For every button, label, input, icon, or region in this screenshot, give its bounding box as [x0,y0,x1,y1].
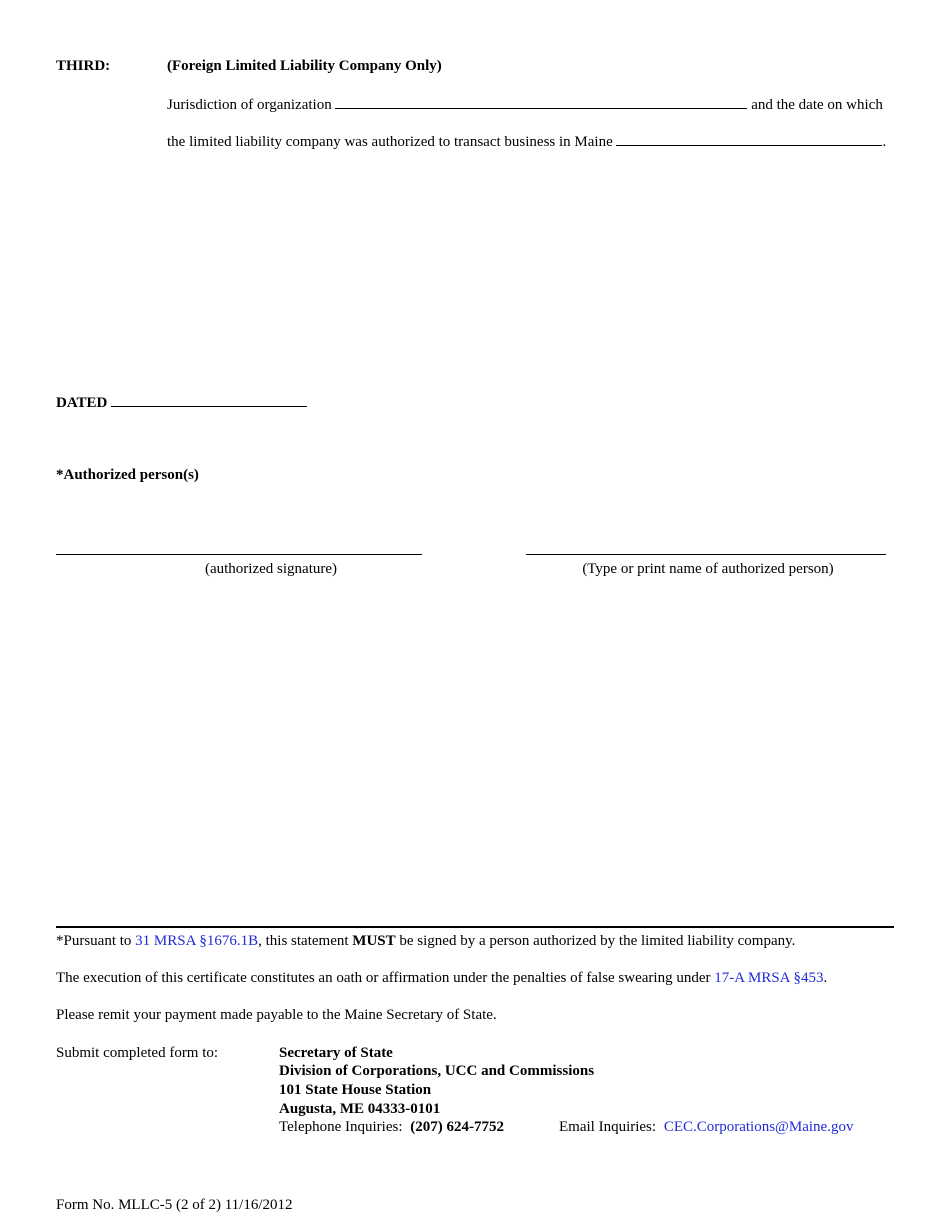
telephone-number: (207) 624-7752 [410,1119,504,1135]
remit-note: Please remit your payment made payable to the Maine Secretary of State. [56,1007,497,1023]
pursuant-suffix: be signed by a person authorized by the limited liability company. [395,933,796,949]
email-link[interactable]: CEC.Corporations@Maine.gov [663,1119,854,1135]
address-line-2: Division of Corporations, UCC and Commissions [279,1063,595,1079]
telephone-label: Telephone Inquiries: [279,1119,403,1135]
third-label: THIRD: [56,58,111,74]
telephone-inquiries [279,1119,504,1136]
pursuant-mid: , this statement [258,933,353,949]
printed-name-caption: (Type or print name of authorized person) [582,561,834,577]
printed-name-line[interactable] [526,554,886,555]
section-divider [56,926,894,928]
pursuant-note [56,933,795,950]
form-number: Form No. MLLC-5 (2 of 2) 11/16/2012 [56,1197,293,1213]
signature-line[interactable] [56,554,422,555]
jurisdiction-blank[interactable] [335,95,747,109]
dated-line [56,393,307,412]
pursuant-prefix: *Pursuant to [56,933,136,949]
dated-label: DATED [56,395,108,411]
address-line-3: 101 State House Station [279,1082,432,1098]
oath-note [56,970,827,987]
jurisdiction-line [167,95,883,114]
jurisdiction-suffix: and the date on which [751,97,883,113]
authorized-date-blank[interactable] [616,132,882,146]
must-emphasis: MUST [352,933,396,949]
statute-link-17a-mrsa[interactable]: 17-A MRSA §453 [714,970,824,986]
email-inquiries [559,1119,853,1136]
authorized-persons-heading: *Authorized person(s) [56,467,199,483]
third-heading: (Foreign Limited Liability Company Only) [167,58,442,74]
oath-suffix: . [823,970,828,986]
signature-caption: (authorized signature) [204,561,338,577]
jurisdiction-label: Jurisdiction of organization [167,97,332,113]
dated-blank[interactable] [111,393,307,407]
authorized-date-period: . [882,134,887,150]
statute-link-31-mrsa[interactable]: 31 MRSA §1676.1B [135,933,259,949]
authorized-date-label: the limited liability company was authorized to transact business in Maine [167,134,613,150]
submit-label: Submit completed form to: [56,1045,219,1061]
oath-prefix: The execution of this certificate constitutes an oath or affirmation under the penalties of false swearing under [56,970,715,986]
email-label: Email Inquiries: [559,1119,657,1135]
address-line-4: Augusta, ME 04333-0101 [279,1101,441,1117]
address-line-1: Secretary of State [279,1045,393,1061]
authorized-date-line [167,132,886,151]
